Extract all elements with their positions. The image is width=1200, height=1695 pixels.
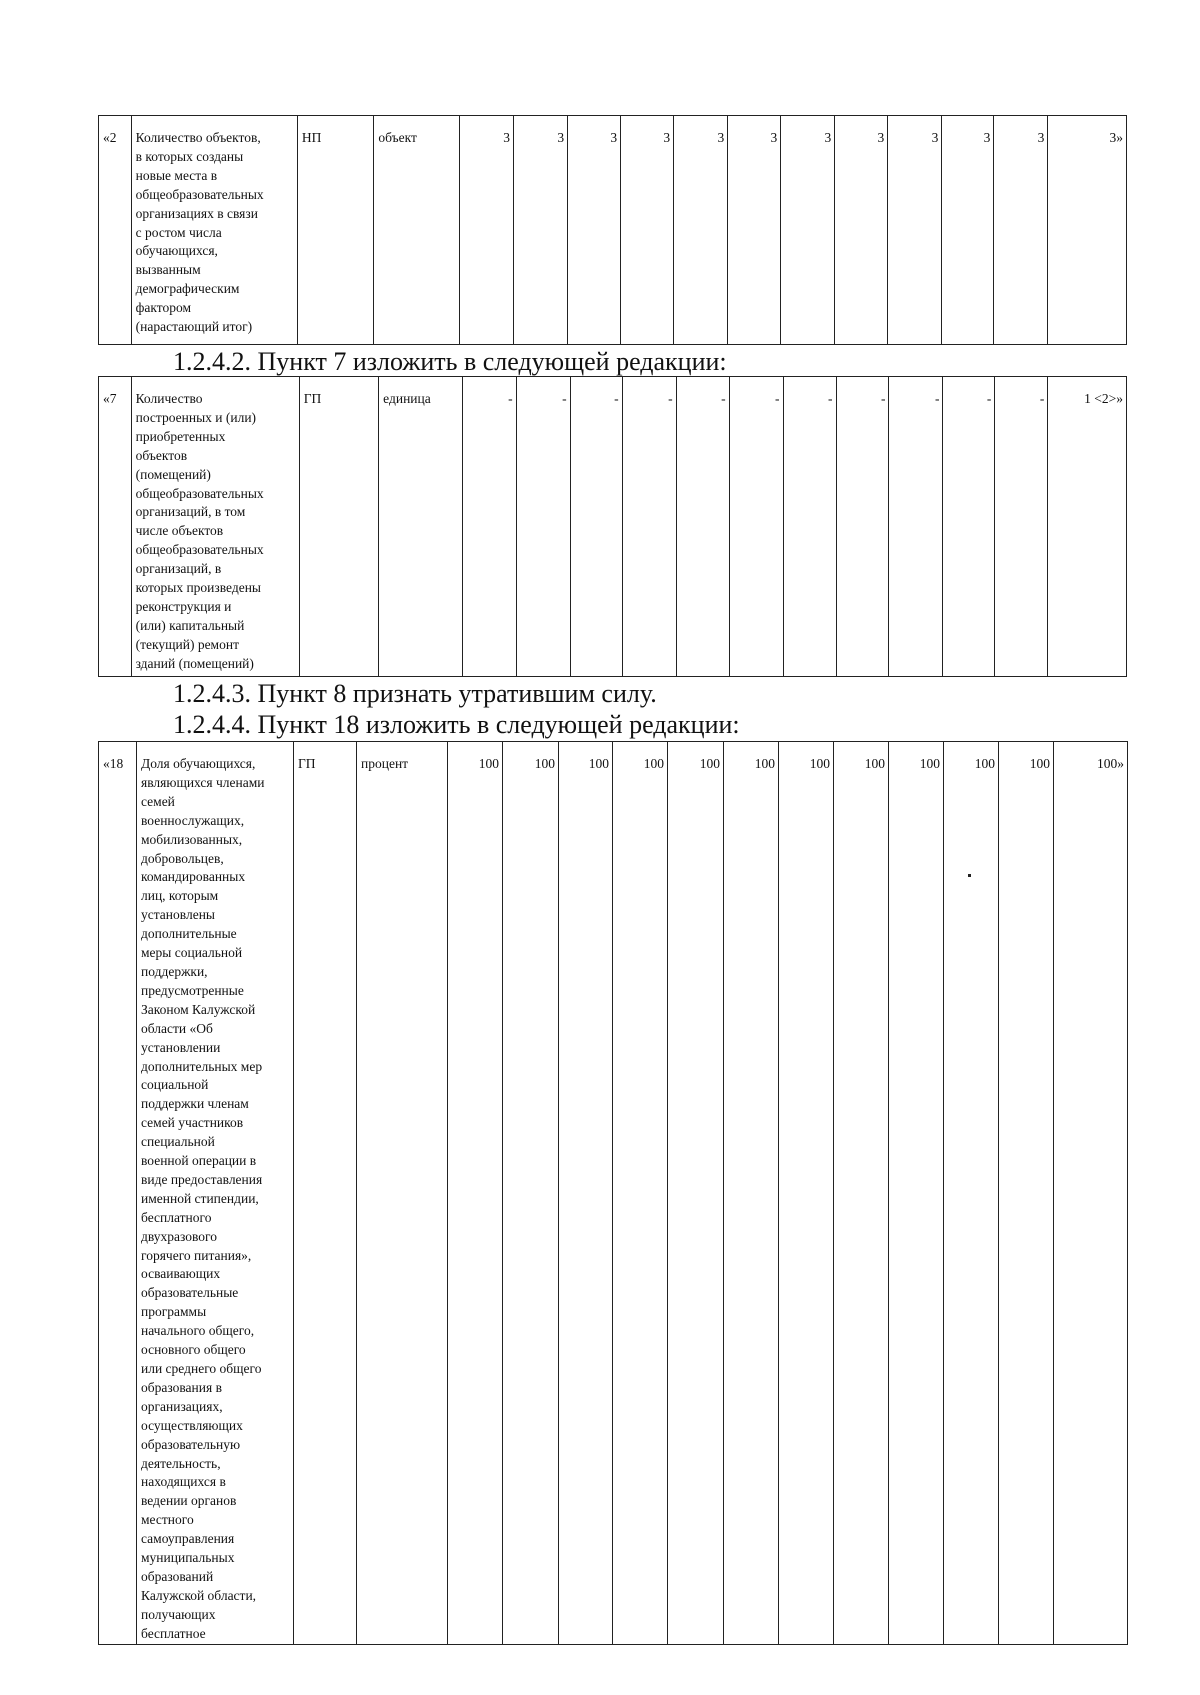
value-cell: 3 xyxy=(514,116,568,345)
final-value-cell: 3» xyxy=(1048,116,1127,345)
section-heading: 1.2.4.2. Пункт 7 изложить в следующей редакции: xyxy=(173,347,727,376)
value-cell: - xyxy=(622,377,676,677)
value-cell: 100 xyxy=(944,742,999,1645)
indicator-type: НП xyxy=(297,116,373,345)
value-cell: 100 xyxy=(448,742,503,1645)
unit-cell: единица xyxy=(379,377,463,677)
value-cell: - xyxy=(676,377,729,677)
table-row xyxy=(99,377,1127,677)
table-row xyxy=(99,116,1127,345)
value-cell: 3 xyxy=(835,116,888,345)
value-cell: 100 xyxy=(999,742,1054,1645)
table-row xyxy=(99,742,1128,1645)
value-cell: - xyxy=(729,377,783,677)
indicator-table-2 xyxy=(98,115,1127,345)
unit-cell: объект xyxy=(374,116,460,345)
value-cell: 3 xyxy=(888,116,942,345)
indicator-table-18 xyxy=(98,741,1128,1645)
value-cell: 100 xyxy=(724,742,779,1645)
value-cell: - xyxy=(570,377,622,677)
value-cell: 100 xyxy=(834,742,889,1645)
final-value-cell: 100» xyxy=(1054,742,1128,1645)
value-cell: 3 xyxy=(728,116,781,345)
indicator-type: ГП xyxy=(299,377,378,677)
indicator-description: Количество построенных и (или) приобретенных объектов (помещений) общеобразовательных организаций, в том числе объектов общеобразовательных организаций, в которых произведены реконструкция и (или) капитальный (текущий) ремонт зданий (помещений) xyxy=(131,377,299,677)
value-cell: 100 xyxy=(779,742,834,1645)
value-cell: - xyxy=(462,377,516,677)
value-cell: - xyxy=(943,377,995,677)
value-cell: 100 xyxy=(559,742,613,1645)
scan-speck xyxy=(968,874,971,877)
value-cell: 3 xyxy=(781,116,835,345)
row-number: «2 xyxy=(99,116,132,345)
value-cell: 100 xyxy=(889,742,944,1645)
indicator-type: ГП xyxy=(294,742,357,1645)
row-number: «7 xyxy=(99,377,132,677)
row-number: «18 xyxy=(99,742,137,1645)
value-cell: 100 xyxy=(503,742,559,1645)
section-heading: 1.2.4.4. Пункт 18 изложить в следующей редакции: xyxy=(173,710,740,739)
unit-cell: процент xyxy=(357,742,448,1645)
value-cell: 3 xyxy=(674,116,728,345)
value-cell: 100 xyxy=(668,742,724,1645)
value-cell: - xyxy=(995,377,1048,677)
final-value-cell: 1 <2>» xyxy=(1048,377,1127,677)
value-cell: 3 xyxy=(568,116,621,345)
value-cell: - xyxy=(889,377,943,677)
value-cell: - xyxy=(836,377,889,677)
value-cell: 3 xyxy=(621,116,674,345)
value-cell: 3 xyxy=(459,116,513,345)
indicator-table-7 xyxy=(98,376,1127,677)
value-cell: 3 xyxy=(994,116,1048,345)
value-cell: - xyxy=(516,377,570,677)
value-cell: - xyxy=(783,377,836,677)
value-cell: 3 xyxy=(942,116,994,345)
indicator-description: Количество объектов, в которых созданы новые места в общеобразовательных организациях в связи с ростом числа обучающихся, вызванным демографическим фактором (нарастающий итог) xyxy=(131,116,297,345)
indicator-description: Доля обучающихся, являющихся членами семей военнослужащих, мобилизованных, добровольцев, командированных лиц, которым установлены дополнительные меры социальной поддержки, предусмотренные Законом Калужской области «Об установлении дополнительных мер социальной поддержки членам семей участников специальной военной операции в виде предоставления именной стипендии, бесплатного двухразового горячего питания», осваивающих образовательные программы начального общего, основного общего или среднего общего образования в организациях, осуществляющих образовательную деятельность, находящихся в ведении органов местного самоуправления муниципальных образований Калужской области, получающих бесплатное xyxy=(137,742,294,1645)
section-heading: 1.2.4.3. Пункт 8 признать утратившим силу. xyxy=(173,679,657,708)
value-cell: 100 xyxy=(613,742,668,1645)
